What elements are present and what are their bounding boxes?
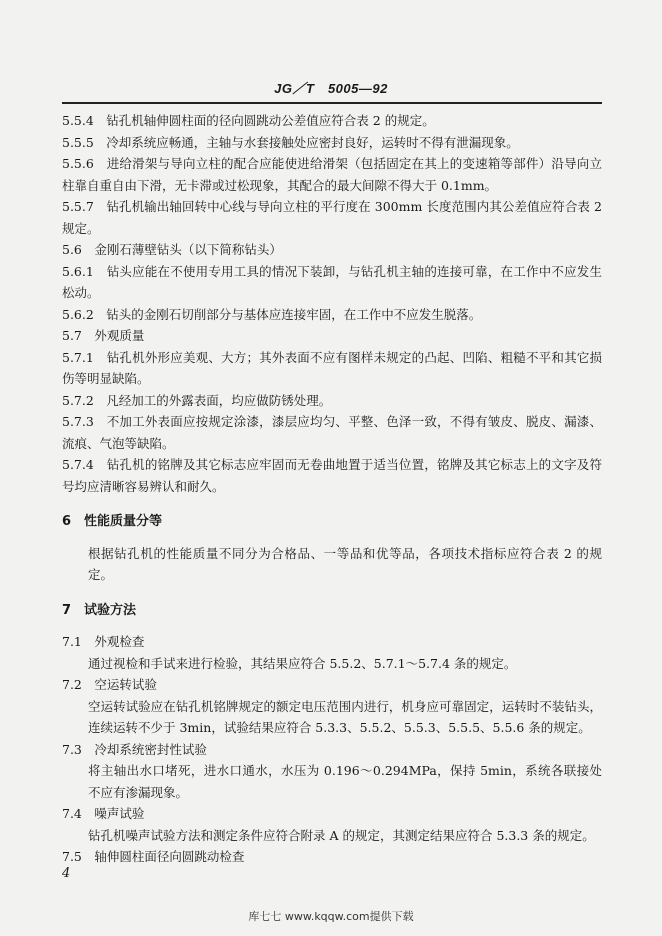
clause-5-7-2: 5.7.2 凡经加工的外露表面，均应做防锈处理。 (62, 392, 332, 408)
clause-7-5: 7.5 轴伸圆柱面径向圆跳动检查 (62, 849, 245, 864)
standard-code-header: JG／T 5005—92 (274, 81, 388, 96)
clause-5-5-5: 5.5.5 冷却系统应畅通，主轴与水套接触处应密封良好，运转时不得有泄漏现象。 (62, 134, 519, 150)
download-source-footer[interactable]: 库七七 www.kqqw.com提供下载 (248, 910, 414, 923)
clause-7-3: 7.3 冷却系统密封性试验 (62, 741, 207, 757)
clause-7-2: 7.2 空运转试验 (62, 677, 157, 692)
clause-5-6-1: 5.6.1 钻头应能在不使用专用工具的情况下装卸，与钻孔机主轴的连接可靠，在工作中不应发生松动。 (62, 263, 602, 300)
clause-7-2-text: 空运转试验应在钻孔机铭牌规定的额定电压范围内进行，机身应可靠固定，运转时不装钻头，连续运转不少于 3min，试验结果应符合 5.3.3、5.5.2、5.5.3、5.5.5、5.5.6 条的规定。 (88, 698, 602, 735)
section-7-heading: 7 试验方法 (62, 602, 137, 618)
clause-7-1-text: 通过视检和手试来进行检验，其结果应符合 5.5.2、5.7.1～5.7.4 条的规定。 (88, 655, 517, 671)
clause-5-7-3: 5.7.3 不加工外表面应按规定涂漆，漆层应均匀、平整、色泽一致，不得有皱皮、脱皮、漏漆、流痕、气泡等缺陷。 (62, 414, 602, 451)
clause-5-7: 5.7 外观质量 (62, 328, 145, 343)
clause-5-6: 5.6 金刚石薄壁钻头（以下简称钻头） (62, 242, 282, 257)
clause-5-5-6: 5.5.6 进给滑架与导向立柱的配合应能使进给滑架（包括固定在其上的变速箱等部件）沿导向立柱靠自重自由下滑，无卡滞或过松现象，其配合的最大间隙不得大于 0.1mm。 (62, 156, 602, 193)
page-number: 4 (62, 866, 71, 881)
clause-5-5-4: 5.5.4 钻孔机轴伸圆柱面的径向圆跳动公差值应符合表 2 的规定。 (62, 113, 435, 128)
section-6-heading: 6 性能质量分等 (62, 514, 163, 529)
clause-5-7-1: 5.7.1 钻孔机外形应美观、大方；其外表面不应有图样未规定的凸起、凹陷、粗糙不平和其它损伤等明显缺陷。 (62, 349, 602, 386)
clause-7-4-text: 钻孔机噪声试验方法和测定条件应符合附录 A 的规定，其测定结果应符合 5.3.3 条的规定。 (88, 827, 595, 843)
clause-5-5-7: 5.5.7 钻孔机输出轴回转中心线与导向立柱的平行度在 300mm 长度范围内其公差值应符合表 2 规定。 (62, 199, 602, 236)
section-6-paragraph: 根据钻孔机的性能质量不同分为合格品、一等品和优等品，各项技术指标应符合表 2 的规定。 (88, 545, 602, 582)
header-rule (62, 102, 602, 104)
clause-5-6-2: 5.6.2 钻头的金刚石切削部分与基体应连接牢固，在工作中不应发生脱落。 (62, 306, 482, 322)
clause-7-3-text: 将主轴出水口堵死，进水口通水，水压为 0.196～0.294MPa，保持 5min，系统各联接处不应有渗漏现象。 (88, 763, 602, 800)
clause-5-7-4: 5.7.4 钻孔机的铭牌及其它标志应牢固而无卷曲地置于适当位置，铭牌及其它标志上的文字及符号均应清晰容易辨认和耐久。 (62, 457, 602, 494)
clause-7-1: 7.1 外观检查 (62, 634, 145, 649)
clause-7-4: 7.4 噪声试验 (62, 806, 145, 821)
document-body (62, 110, 602, 868)
